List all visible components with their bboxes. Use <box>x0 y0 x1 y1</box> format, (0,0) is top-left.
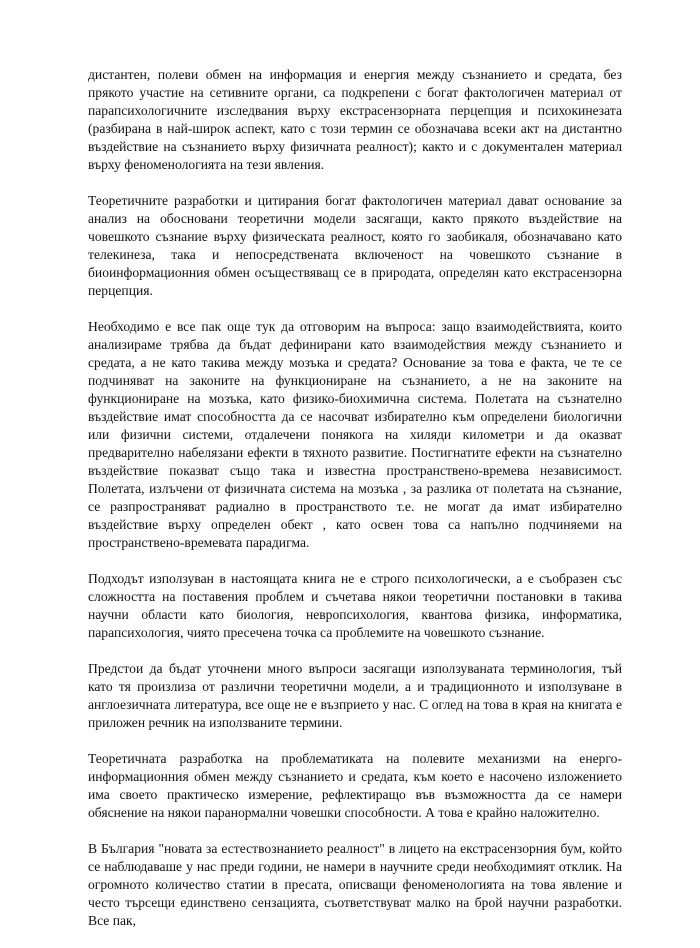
paragraph-2: Теоретичните разработки и цитирания богат фактологичен материал дават основание за анализ на обосновани теоретични модели засягащи, както прякото въздействие на човешкото съзнание върху физическата реалност, която го заобикаля, обозначавано като телекинеза, така и непосредствената включеност на човешкото съзнание в биоинформационния обмен осъществяващ се в природата, определян като екстрасензорна перцепция. <box>88 193 622 298</box>
paragraph-4: Подходът използуван в настоящата книга не е строго психологически, а е съобразен със сложността на поставения проблем и съчетава някои теоретични постановки в такива научни области като биология, невропсихология, квантова физика, информатика, парапсихология, чиято пресечена точка са проблемите на човешкото съзнание. <box>88 571 622 640</box>
paragraph-7: В България "новата за естествознанието реалност" в лицето на екстрасензорния бум, който се наблюдаваше у нас преди години, не намери в научните среди необходимият отклик. На огромното количество статии в пресата, описващи феноменологията на това явление и често търсещи единствено сензацията, съответствуват малко на брой научни разработки. Все пак, <box>88 841 622 928</box>
document-page <box>88 66 622 948</box>
paragraph-6: Теоретичната разработка на проблематиката на полевите механизми на енерго-информационния обмен между съзнанието и средата, към което е насочено изложението има своето практическо измерение, рефлектиращо във възможността да се намери обяснение на някои паранормални човешки способности. А това е крайно наложително. <box>88 751 622 820</box>
paragraph-3: Необходимо е все пак още тук да отговорим на въпроса: защо взаимодействията, които анализираме трябва да бъдат дефинирани като взаимодействия между съзнанието и средата, а не като такива между мозъка и средата? Основание за това е факта, че те се подчиняват на законите на функциониране на съзнанието, а не на законите на функциониране на мозъка, като физико-биохимична система. Полетата на съзнателно въздействие имат способността да се насочват избирателно към определени биологични или физични системи, отдалечени понякога на хиляди километри и да оказват предварително набелязани ефекти в тяхното развитие. Постигнатите ефекти на съзнателно въздействие показват също така и известна пространствено-времева независимост. Полетата, излъчени от физичната система на мозъка , за разлика от полетата на съзнание, се разпространяват радиално в пространството т.е. не могат да имат избирателно въздействие върху определен обект , като освен това са напълно подчиняеми на пространствено-времевата парадигма. <box>88 319 622 550</box>
paragraph-1: дистантен, полеви обмен на информация и енергия между съзнанието и средата, без прякото участие на сетивните органи, са подкрепени с богат фактологичен материал от парапсихологичните изследвания върху екстрасензорната перцепция и психокинезата (разбирана в най-широк аспект, като с този термин се обозначава всеки акт на дистантно въздействие на съзнанието върху физичната реалност); както и с документален материал върху феноменологията на тези явления. <box>88 67 622 172</box>
paragraph-5: Предстои да бъдат уточнени много въпроси засягащи използуваната терминология, тъй като тя произлиза от различни теоретични модели, а и традиционното и използуване в англоезичната литература, все още не е възприето у нас. С оглед на това в края на книгата е приложен речник на използваните термини. <box>88 661 622 730</box>
